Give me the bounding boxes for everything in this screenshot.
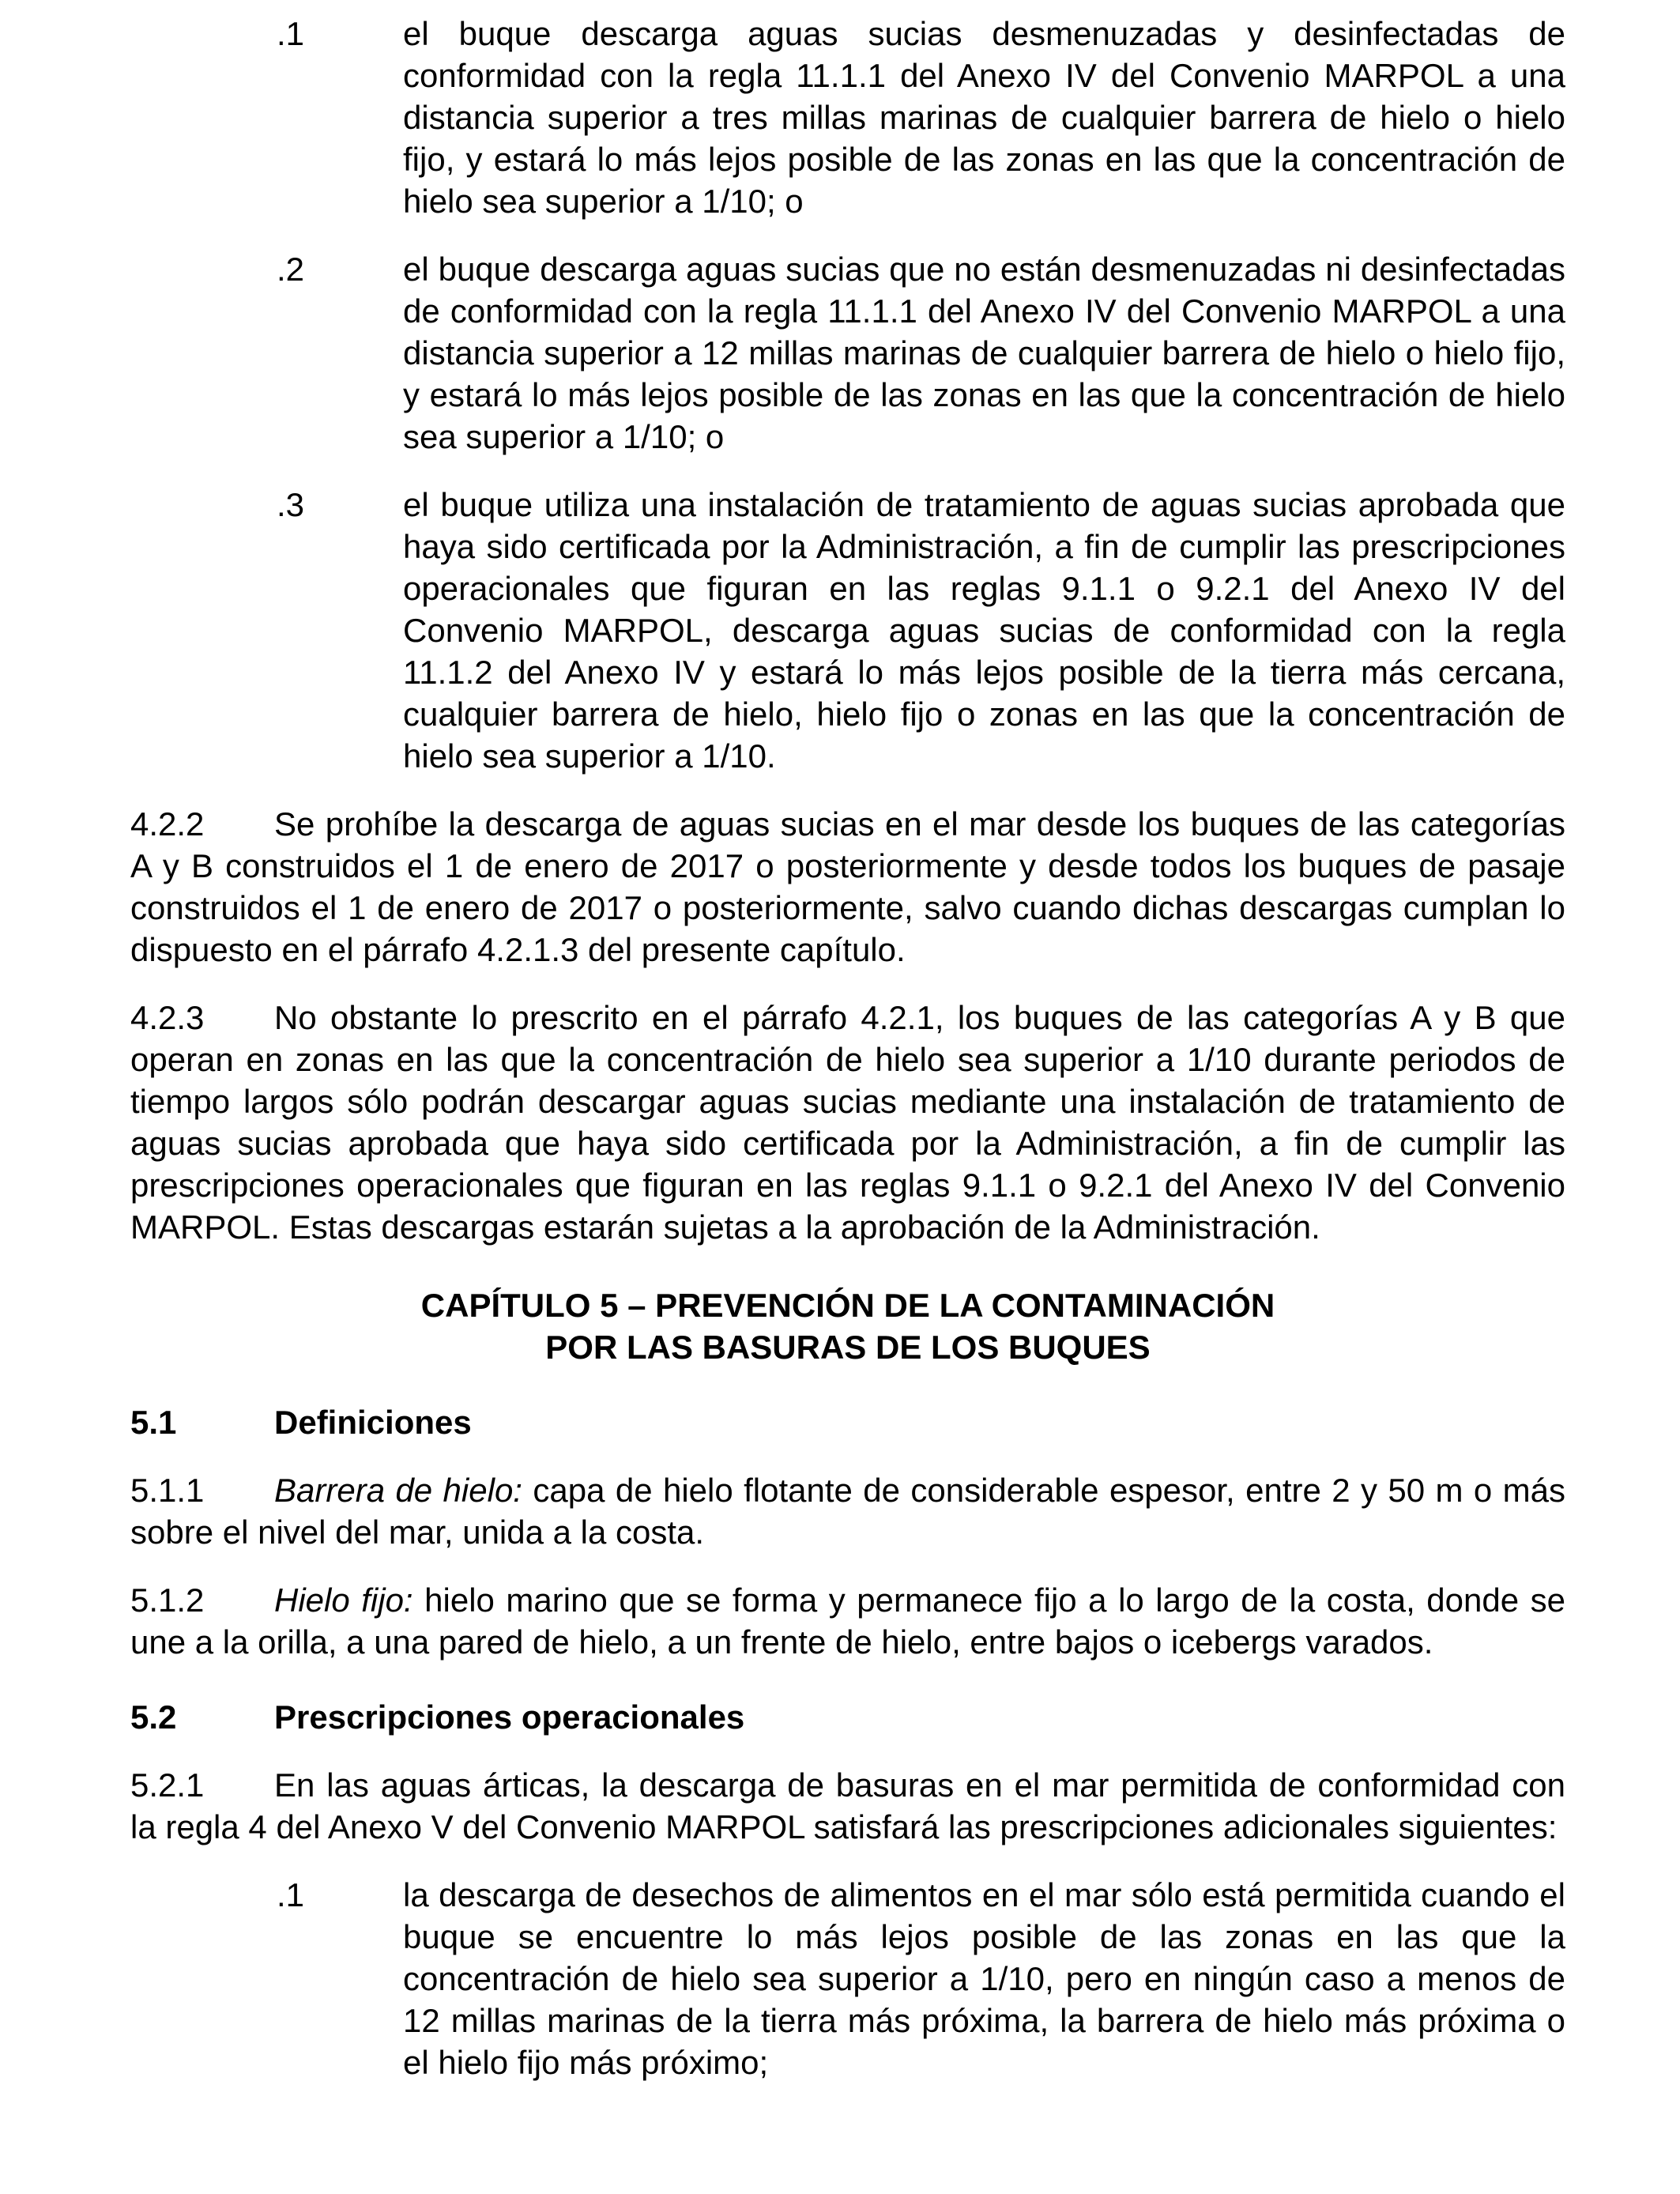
section-number: 5.2: [130, 1698, 177, 1736]
section-title: Definiciones: [274, 1404, 472, 1441]
list-item-number: .1: [277, 1876, 305, 1913]
paragraph-4-2-2: [130, 803, 1565, 971]
paragraph-number: 5.1.1: [130, 1472, 205, 1509]
paragraph-number: 4.2.3: [130, 999, 205, 1036]
defined-term: Hielo fijo:: [274, 1581, 413, 1619]
paragraph-number: 5.1.2: [130, 1581, 205, 1619]
list-item-421-2: [277, 248, 1565, 458]
list-item-421-3: [277, 484, 1565, 777]
paragraph-text: En las aguas árticas, la descarga de basuras en el mar permitida de conformidad con la regla 4 del Anexo V del Convenio MARPOL satisfará las prescripciones adicionales siguientes:: [130, 1766, 1565, 1845]
paragraph-text: No obstante lo prescrito en el párrafo 4.2.1, los buques de las categorías A y B que operan en zonas en las que la concentración de hielo sea superior a 1/10 durante periodos de tiempo largos sólo podrán descargar aguas sucias mediante una instalación de tratamiento de aguas sucias aprobada que haya sido certificada por la Administración, a fin de cumplir las prescripciones operacionales que figuran en las reglas 9.1.1 o 9.2.1 del Anexo IV del Convenio MARPOL. Estas descargas estarán sujetas a la aprobación de la Administración.: [130, 999, 1565, 1246]
paragraph-text: hielo marino que se forma y permanece fijo a lo largo de la costa, donde se une a la orilla, a una pared de hielo, a un frente de hielo, entre bajos o icebergs varados.: [130, 1581, 1565, 1661]
section-title: Prescripciones operacionales: [274, 1698, 745, 1736]
list-item-number: .2: [277, 251, 305, 288]
defined-term: Barrera de hielo:: [274, 1472, 522, 1509]
paragraph-4-2-3: [130, 997, 1565, 1248]
list-item-number: .1: [277, 15, 305, 52]
list-item-text: el buque descarga aguas sucias desmenuzadas y desinfectadas de conformidad con la regla 11.1.1 del Anexo IV del Convenio MARPOL a una distancia superior a tres millas marinas de cualquier barrera de hielo o hielo fijo, y estará lo más lejos posible de las zonas en las que la concentración de hielo sea superior a 1/10; o: [403, 15, 1565, 220]
paragraph-text: capa de hielo flotante de considerable espesor, entre 2 y 50 m o más sobre el nivel del mar, unida a la costa.: [130, 1472, 1565, 1551]
list-item-text: el buque descarga aguas sucias que no están desmenuzadas ni desinfectadas de conformidad con la regla 11.1.1 del Anexo IV del Convenio MARPOL a una distancia superior a 12 millas marinas de cualquier barrera de hielo o hielo fijo, y estará lo más lejos posible de las zonas en las que la concentración de hielo sea superior a 1/10; o: [403, 251, 1565, 455]
paragraph-5-2-1: [130, 1764, 1565, 1848]
list-item-421-1: [277, 13, 1565, 222]
section-heading-5-1: [130, 1401, 1565, 1443]
list-item-521-1: [277, 1874, 1565, 2083]
paragraph-5-1-2: [130, 1579, 1565, 1663]
paragraph-5-1-1: [130, 1469, 1565, 1553]
chapter-heading-line1: CAPÍTULO 5 – PREVENCIÓN DE LA CONTAMINACIÓN: [420, 1287, 1275, 1324]
paragraph-number: 5.2.1: [130, 1766, 205, 1804]
section-number: 5.1: [130, 1404, 177, 1441]
paragraph-number: 4.2.2: [130, 805, 205, 843]
list-item-number: .3: [277, 486, 305, 523]
list-item-text: la descarga de desechos de alimentos en el mar sólo está permitida cuando el buque se encuentre lo más lejos posible de las zonas en las que la concentración de hielo sea superior a 1/10, pero en ningún caso a menos de 12 millas marinas de la tierra más próxima, la barrera de hielo más próxima o el hielo fijo más próximo;: [403, 1876, 1565, 2081]
list-item-text: el buque utiliza una instalación de tratamiento de aguas sucias aprobada que haya sido certificada por la Administración, a fin de cumplir las prescripciones operacionales que figuran en las reglas 9.1.1 o 9.2.1 del Anexo IV del Convenio MARPOL, descarga aguas sucias de conformidad con la regla 11.1.2 del Anexo IV y estará lo más lejos posible de la tierra más cercana, cualquier barrera de hielo, hielo fijo o zonas en las que la concentración de hielo sea superior a 1/10.: [403, 486, 1565, 775]
section-heading-5-2: [130, 1696, 1565, 1738]
chapter-heading-line2: POR LAS BASURAS DE LOS BUQUES: [545, 1329, 1151, 1366]
chapter-heading: [130, 1284, 1565, 1368]
paragraph-text: Se prohíbe la descarga de aguas sucias en el mar desde los buques de las categorías A y B construidos el 1 de enero de 2017 o posteriormente y desde todos los buques de pasaje construidos el 1 de enero de 2017 o posteriormente, salvo cuando dichas descargas cumplan lo dispuesto en el párrafo 4.2.1.3 del presente capítulo.: [130, 805, 1565, 968]
